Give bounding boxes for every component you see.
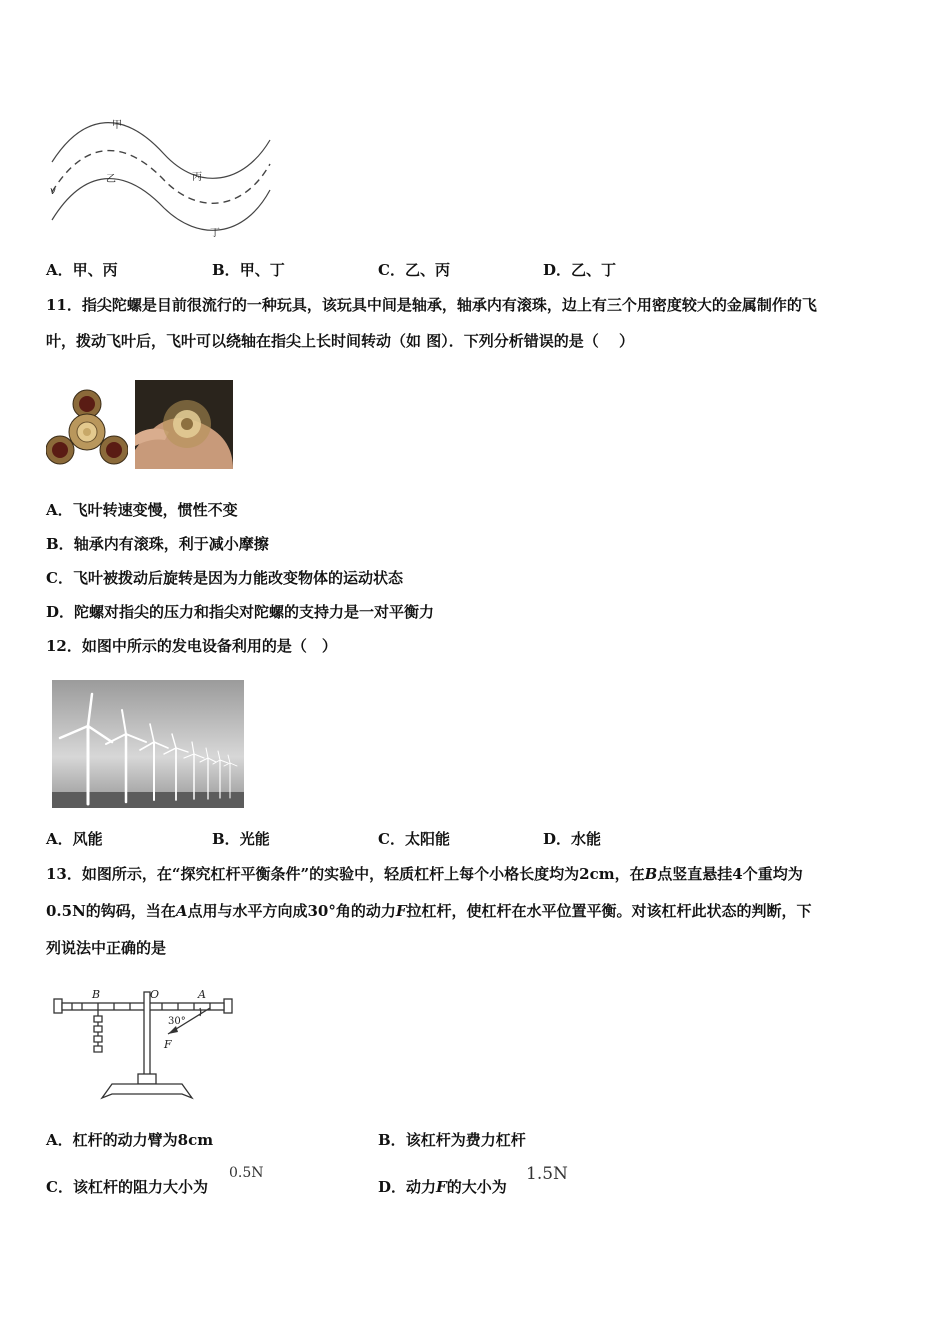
- option-letter: B．: [212, 830, 240, 848]
- option-text: 光能: [239, 830, 270, 848]
- option-text: 的大小为: [446, 1178, 507, 1196]
- option-text: 陀螺对指尖的压力和指尖对陀螺的支持力是一对平衡力: [74, 603, 435, 621]
- q11-option-b[interactable]: [46, 534, 269, 554]
- q13-var-b: B: [644, 865, 658, 883]
- option-letter: B．: [212, 261, 240, 279]
- q13-text: 0.5N的钩码，当在: [46, 902, 176, 920]
- q10-option-c[interactable]: [378, 260, 450, 280]
- option-letter: D．: [543, 830, 572, 848]
- q11-hand-drawing: [135, 380, 233, 469]
- q13-option-c-value: 0.5N: [229, 1165, 264, 1181]
- option-text: 动力: [406, 1178, 437, 1196]
- q13-stem-line2: [46, 901, 812, 921]
- q12-stem: 12．如图中所示的发电设备利用的是（ ）: [46, 637, 337, 655]
- q10-option-d[interactable]: [543, 260, 616, 280]
- q12-option-d[interactable]: [543, 829, 601, 849]
- q12-wind-turbine-photo: [52, 680, 244, 808]
- q10-label-v: v: [50, 186, 56, 197]
- option-text: 风能: [72, 830, 103, 848]
- option-var-f: F: [436, 1178, 447, 1196]
- option-letter: D．: [378, 1178, 407, 1196]
- q13-option-c[interactable]: [46, 1177, 208, 1197]
- q13-label-a: A: [198, 988, 206, 1001]
- option-text: 杠杆的动力臂为8cm: [72, 1131, 214, 1149]
- q13-text: 拉杠杆，使杠杆在水平位置平衡。对该杠杆此状态的判断，下: [406, 902, 812, 920]
- option-text: 甲、丙: [72, 261, 118, 279]
- q11-spinning-photo: [135, 380, 233, 469]
- q11-option-c[interactable]: [46, 568, 403, 588]
- option-letter: B．: [46, 535, 74, 553]
- q13-text: 13．如图所示，在“探究杠杆平衡条件”的实验中，轻质杠杆上每个小格长度均为2cm，在: [46, 865, 645, 883]
- q13-stem-line3: 列说法中正确的是: [46, 939, 167, 957]
- option-text: 该杠杆的阻力大小为: [72, 1178, 208, 1196]
- q10-option-b[interactable]: [212, 260, 285, 280]
- q11-stem-line2: 叶，拨动飞叶后，飞叶可以绕轴在指尖上长时间转动（如 图）．下列分析错误的是（ ）: [46, 332, 634, 350]
- option-text: 飞叶被拨动后旋转是因为力能改变物体的运动状态: [72, 569, 403, 587]
- q11-spinner-image: [46, 388, 128, 468]
- q13-var-a: A: [175, 902, 188, 920]
- q13-text: 点用与水平方向成30°角的动力: [187, 902, 396, 920]
- option-letter: A．: [46, 1131, 73, 1149]
- q11-option-a[interactable]: [46, 500, 238, 520]
- q13-label-o: O: [150, 988, 160, 1001]
- q13-option-b[interactable]: [378, 1130, 526, 1150]
- q13-option-a[interactable]: [46, 1130, 213, 1150]
- option-letter: C．: [378, 830, 405, 848]
- option-text: 水能: [571, 830, 602, 848]
- q13-var-f: F: [395, 902, 407, 920]
- q10-label-bing: 丙: [192, 172, 202, 183]
- q12-turbines-drawing: [52, 680, 244, 808]
- q13-label-angle: 30°: [168, 1016, 186, 1027]
- option-letter: A．: [46, 830, 73, 848]
- q10-option-a[interactable]: [46, 260, 118, 280]
- option-letter: A．: [46, 501, 73, 519]
- q13-option-d[interactable]: [378, 1177, 507, 1197]
- option-letter: B．: [378, 1131, 406, 1149]
- q10-inner-curve: [52, 179, 270, 231]
- q13-lever-figure: [50, 986, 238, 1106]
- q12-option-c[interactable]: [378, 829, 450, 849]
- option-text: 甲、丁: [239, 261, 285, 279]
- q11-stem-line1: 11．指尖陀螺是目前很流行的一种玩具，该玩具中间是轴承，轴承内有滚珠，边上有三个用密度较大的金属制作的飞: [46, 296, 817, 314]
- option-text: 乙、丁: [571, 261, 617, 279]
- option-text: 该杠杆为费力杠杆: [405, 1131, 526, 1149]
- q13-text: 点竖直悬挂4个重均为: [657, 865, 803, 883]
- option-text: 飞叶转速变慢，惯性不变: [72, 501, 238, 519]
- q13-option-d-value: 1.5N: [526, 1164, 568, 1184]
- option-text: 乙、丙: [404, 261, 450, 279]
- option-letter: A．: [46, 261, 73, 279]
- q12-option-a[interactable]: [46, 829, 103, 849]
- q10-middle-dashed-curve: [52, 151, 270, 204]
- q10-outer-curve: [52, 123, 270, 179]
- q13-label-f: F: [164, 1038, 172, 1051]
- q13-label-b: B: [92, 988, 101, 1001]
- option-letter: D．: [46, 603, 75, 621]
- q10-label-ding: 丁: [210, 228, 220, 239]
- q13-stem-line1: [46, 864, 803, 884]
- q10-label-yi: 乙: [106, 174, 116, 185]
- option-letter: C．: [46, 1178, 73, 1196]
- option-letter: C．: [378, 261, 405, 279]
- option-text: 轴承内有滚珠，利于减小摩擦: [73, 535, 269, 553]
- q10-label-jia: 甲: [112, 120, 122, 131]
- option-letter: D．: [543, 261, 572, 279]
- q11-option-d[interactable]: [46, 602, 434, 622]
- option-text: 太阳能: [404, 830, 450, 848]
- q10-figure: [44, 114, 280, 240]
- option-letter: C．: [46, 569, 73, 587]
- q12-option-b[interactable]: [212, 829, 270, 849]
